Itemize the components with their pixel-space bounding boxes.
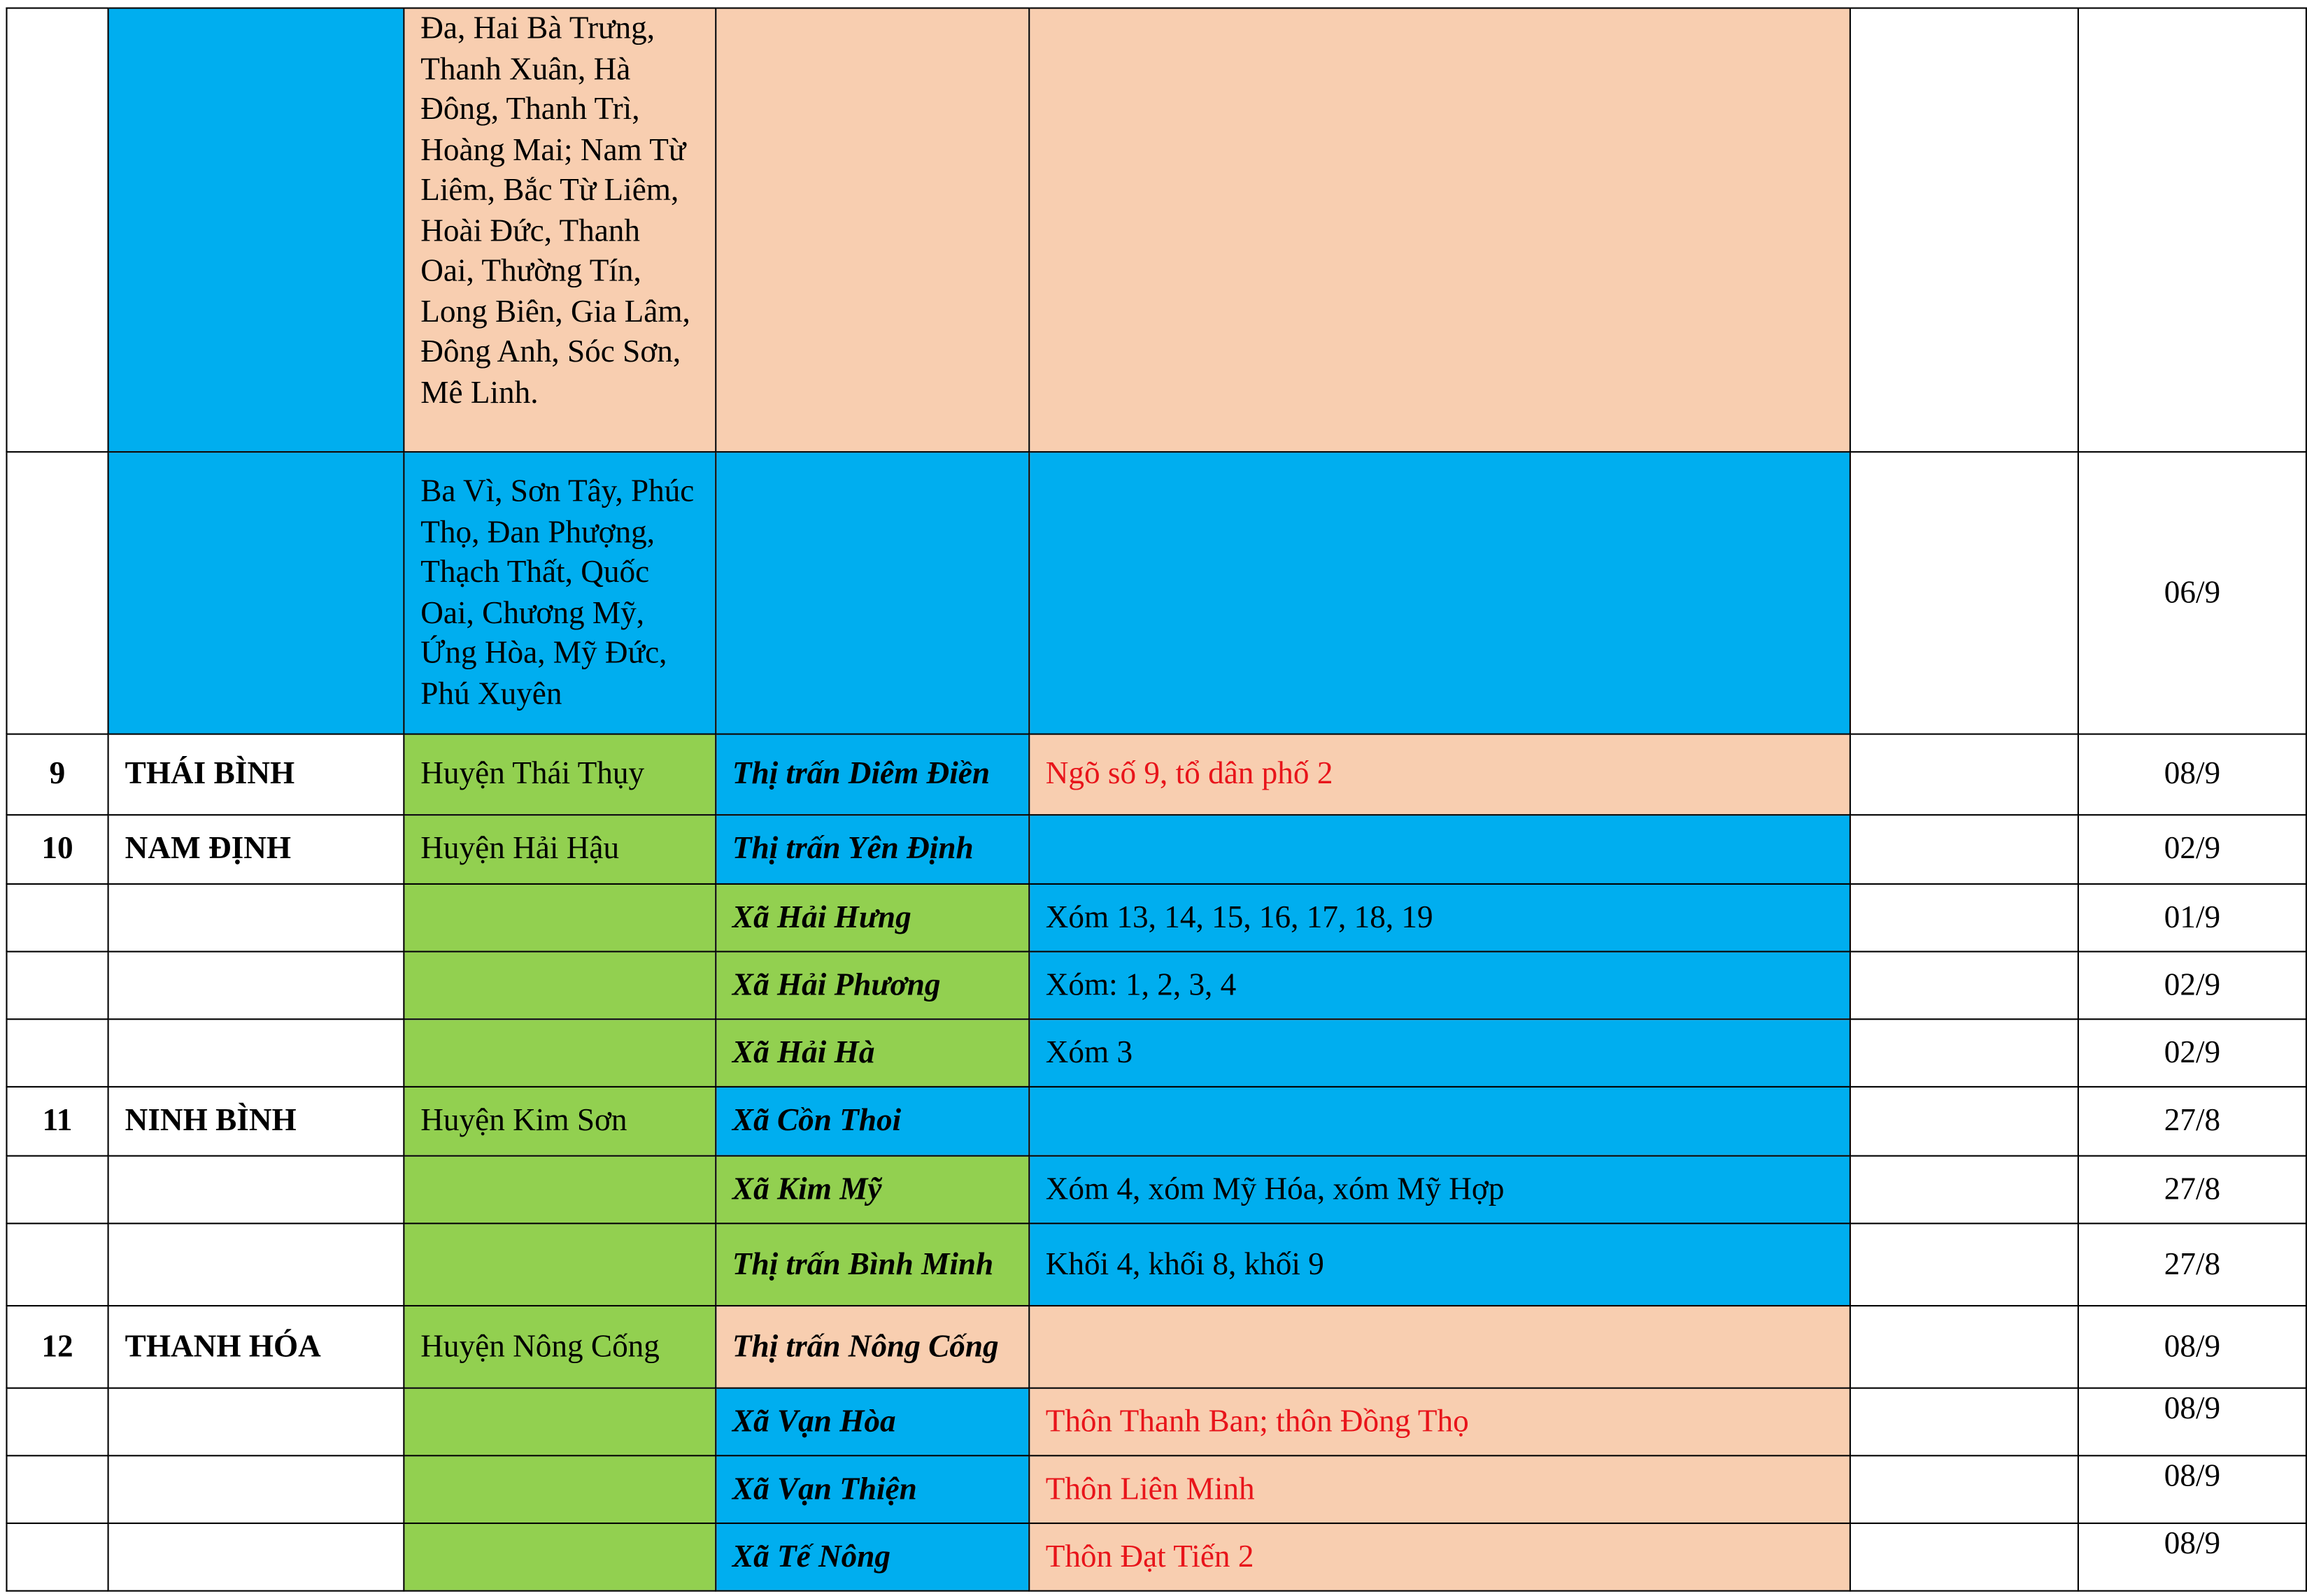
district-cell: Ba Vì, Sơn Tây, Phúc Thọ, Đan Phượng, Thạch Thất, Quốc Oai, Chương Mỹ, Ứng Hòa, Mỹ Đức, Phú Xuyên [404, 452, 716, 734]
district-cell: Đa, Hai Bà Trưng, Thanh Xuân, Hà Đông, Thanh Trì, Hoàng Mai; Nam Từ Liêm, Bắc Từ Liêm, Hoài Đức, Thanh Oai, Thường Tín, Long Biên, Gia Lâm, Đông Anh, Sóc Sơn, Mê Linh. [404, 8, 716, 453]
table-row [6, 1455, 2306, 1523]
extra-cell [1850, 1019, 2078, 1087]
table-row [6, 1523, 2306, 1591]
table-row [6, 1087, 2306, 1156]
commune-cell: Xã Hải Hưng [716, 884, 1029, 952]
district-cell: Huyện Thái Thụy [404, 734, 716, 815]
date-cell: 08/9 [2078, 1523, 2306, 1591]
location-cell: Thôn Thanh Ban; thôn Đồng Thọ [1029, 1388, 1851, 1456]
date-cell: 08/9 [2078, 1306, 2306, 1388]
extra-cell [1850, 8, 2078, 453]
extra-cell [1850, 452, 2078, 734]
district-cell [404, 1019, 716, 1087]
stt-cell [6, 1156, 108, 1224]
location-cell [1029, 8, 1851, 453]
extra-cell [1850, 1455, 2078, 1523]
stt-cell: 12 [6, 1306, 108, 1388]
province-cell: NINH BÌNH [108, 1087, 404, 1156]
district-cell [404, 952, 716, 1020]
table-row [6, 1223, 2306, 1306]
commune-cell: Xã Vạn Hòa [716, 1388, 1029, 1456]
district-cell [404, 1388, 716, 1456]
province-cell [108, 1388, 404, 1456]
province-cell [108, 884, 404, 952]
table-row [6, 8, 2306, 453]
stt-cell: 11 [6, 1087, 108, 1156]
province-cell [108, 1019, 404, 1087]
table-row [6, 1156, 2306, 1224]
commune-cell: Thị trấn Nông Cống [716, 1306, 1029, 1388]
location-cell [1029, 815, 1851, 884]
stt-cell [6, 1223, 108, 1306]
stt-cell: 9 [6, 734, 108, 815]
date-cell: 08/9 [2078, 734, 2306, 815]
district-cell [404, 884, 716, 952]
province-cell [108, 1455, 404, 1523]
date-cell: 27/8 [2078, 1223, 2306, 1306]
location-cell: Xóm 13, 14, 15, 16, 17, 18, 19 [1029, 884, 1851, 952]
extra-cell [1850, 1087, 2078, 1156]
stt-cell [6, 452, 108, 734]
table-row [6, 1306, 2306, 1388]
district-cell: Huyện Nông Cống [404, 1306, 716, 1388]
location-cell: Thôn Liên Minh [1029, 1455, 1851, 1523]
location-cell: Thôn Đạt Tiến 2 [1029, 1523, 1851, 1591]
location-cell: Xóm: 1, 2, 3, 4 [1029, 952, 1851, 1020]
district-cell: Huyện Kim Sơn [404, 1087, 716, 1156]
location-cell: Xóm 4, xóm Mỹ Hóa, xóm Mỹ Hợp [1029, 1156, 1851, 1224]
date-cell: 02/9 [2078, 952, 2306, 1020]
commune-cell: Xã Cồn Thoi [716, 1087, 1029, 1156]
commune-cell: Xã Tế Nông [716, 1523, 1029, 1591]
province-cell [108, 1156, 404, 1224]
province-cell: THANH HÓA [108, 1306, 404, 1388]
province-cell [108, 952, 404, 1020]
outbreak-table [6, 8, 2307, 1592]
stt-cell: 10 [6, 815, 108, 884]
province-cell: THÁI BÌNH [108, 734, 404, 815]
province-cell [108, 452, 404, 734]
district-cell: Huyện Hải Hậu [404, 815, 716, 884]
stt-cell [6, 1523, 108, 1591]
date-cell: 02/9 [2078, 815, 2306, 884]
location-cell: Xóm 3 [1029, 1019, 1851, 1087]
province-cell [108, 1523, 404, 1591]
table-row [6, 1019, 2306, 1087]
stt-cell [6, 1019, 108, 1087]
location-cell: Ngõ số 9, tổ dân phố 2 [1029, 734, 1851, 815]
extra-cell [1850, 884, 2078, 952]
table-row [6, 1388, 2306, 1456]
commune-cell: Thị trấn Yên Định [716, 815, 1029, 884]
location-cell: Khối 4, khối 8, khối 9 [1029, 1223, 1851, 1306]
province-cell [108, 8, 404, 453]
province-cell: NAM ĐỊNH [108, 815, 404, 884]
stt-cell [6, 1455, 108, 1523]
location-cell [1029, 1306, 1851, 1388]
commune-cell: Xã Hải Hà [716, 1019, 1029, 1087]
date-cell: 27/8 [2078, 1087, 2306, 1156]
location-cell [1029, 452, 1851, 734]
table-row [6, 452, 2306, 734]
location-cell [1029, 1087, 1851, 1156]
date-cell [2078, 8, 2306, 453]
extra-cell [1850, 1523, 2078, 1591]
stt-cell [6, 884, 108, 952]
commune-cell [716, 8, 1029, 453]
date-cell: 08/9 [2078, 1455, 2306, 1523]
table-row [6, 734, 2306, 815]
extra-cell [1850, 815, 2078, 884]
commune-cell: Thị trấn Bình Minh [716, 1223, 1029, 1306]
stt-cell [6, 8, 108, 453]
province-cell [108, 1223, 404, 1306]
extra-cell [1850, 1388, 2078, 1456]
district-cell [404, 1523, 716, 1591]
commune-cell: Xã Vạn Thiện [716, 1455, 1029, 1523]
table-row [6, 884, 2306, 952]
district-cell [404, 1223, 716, 1306]
date-cell: 02/9 [2078, 1019, 2306, 1087]
extra-cell [1850, 1223, 2078, 1306]
date-cell: 01/9 [2078, 884, 2306, 952]
table-row [6, 952, 2306, 1020]
date-cell: 06/9 [2078, 452, 2306, 734]
extra-cell [1850, 1156, 2078, 1224]
commune-cell: Xã Hải Phương [716, 952, 1029, 1020]
extra-cell [1850, 734, 2078, 815]
extra-cell [1850, 1306, 2078, 1388]
district-cell [404, 1455, 716, 1523]
commune-cell: Xã Kim Mỹ [716, 1156, 1029, 1224]
district-cell [404, 1156, 716, 1224]
commune-cell [716, 452, 1029, 734]
commune-cell: Thị trấn Diêm Điền [716, 734, 1029, 815]
extra-cell [1850, 952, 2078, 1020]
stt-cell [6, 1388, 108, 1456]
date-cell: 08/9 [2078, 1388, 2306, 1456]
stt-cell [6, 952, 108, 1020]
table-row [6, 815, 2306, 884]
date-cell: 27/8 [2078, 1156, 2306, 1224]
